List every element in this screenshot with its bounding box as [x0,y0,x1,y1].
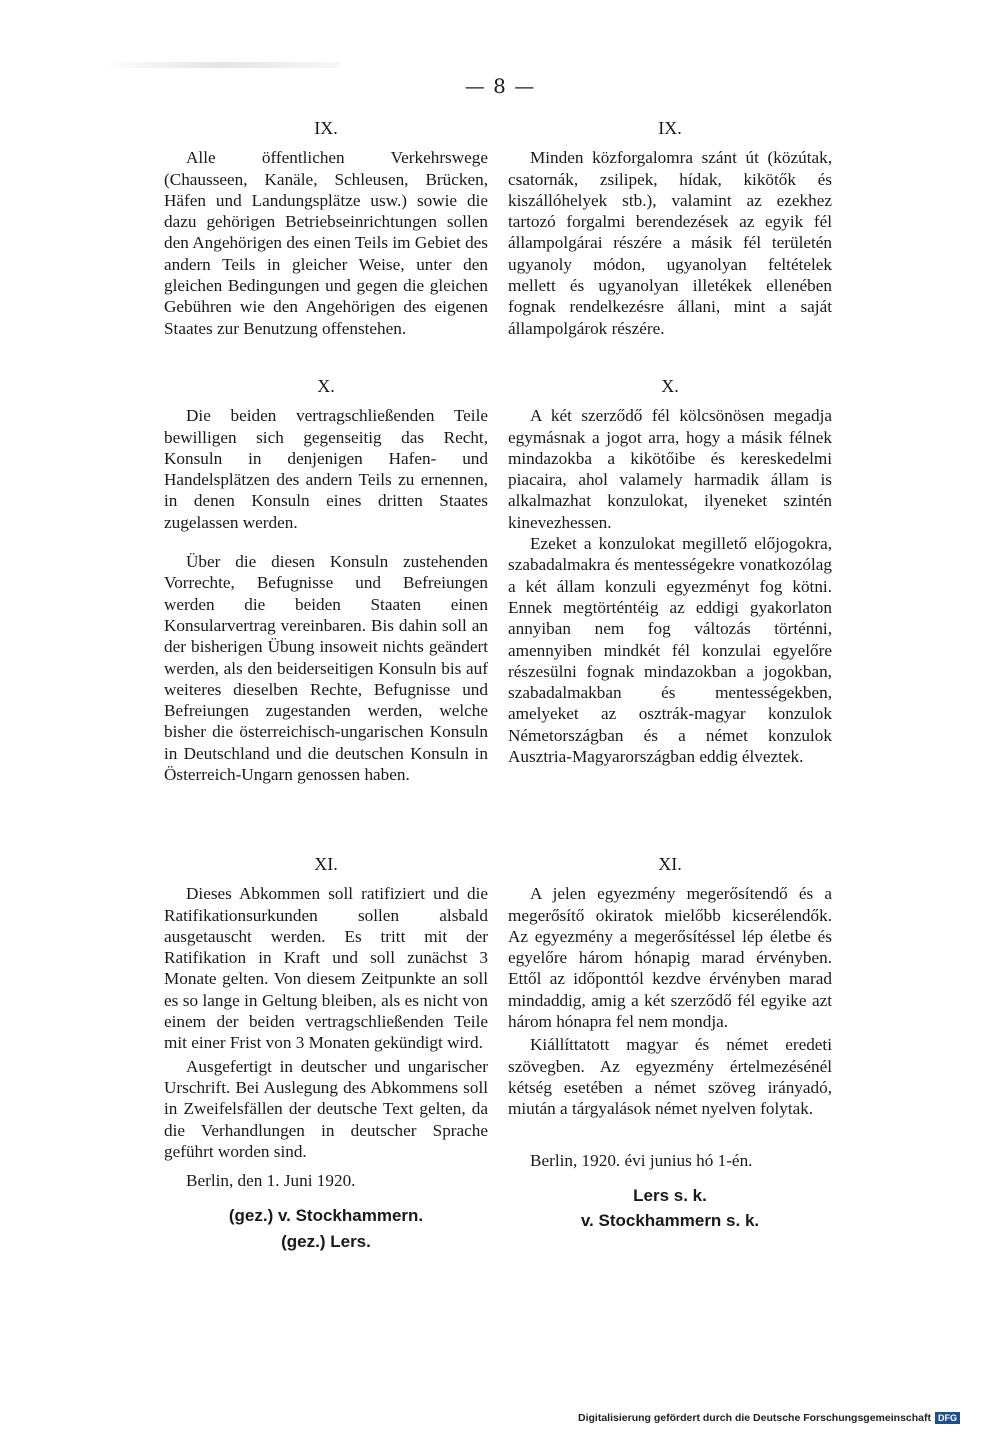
section-heading: XI. [658,854,682,874]
hungarian-section-ix [508,118,832,339]
dfg-logo-icon: DFG [935,1412,960,1424]
section-heading: X. [661,376,679,396]
paragraph: Minden közforgalomra szánt út (közútak, csatornák, zsilipek, hídak, kikötők és kiszállóhelyek stb.), valamint az ezekhez tartozó forgalmi berendezések az egyik fél állampolgárai részére a másik fél területén ugyanoly módon, ugyanolyan feltételek mellett és ugyanolyan illetékek ellenében fognak rendelkezésre állani, mint a saját állampolgárok részére. [508,148,832,338]
paragraph: Dieses Abkommen soll ratifiziert und die Ratifikationsurkunden sollen alsbald ausgetauscht werden. Es tritt mit der Ratifikation in Kraft und soll zunächst 3 Monate gelten. Von diesem Zeitpunkte an soll es so lange in Geltung bleiben, als es nicht von einem der beiden vertragschließenden Teile mit einer Frist von 3 Monaten gekündigt wird. [164,884,488,1053]
paragraph: Ezeket a konzulokat megillető előjogokra, szabadalmakra és mentességekre vonatkozólag a két állam konzuli egyezményt fog kötni. Ennek megtörténtéig az eddigi gyakorlaton annyiban nem fog változás történni, amennyiben mindkét fél konzulai egyelőre részesülni fognak mindazokban a jogokban, szabadalmakban és mentességekben, amelyeket az osztrák-magyar konzulok Németországban és a német konzulok Ausztria-Magyarországban eddig élveztek. [508,534,832,767]
paragraph: A két szerződő fél kölcsönösen megadja egymásnak a jogot arra, hogy a másik félnek mindazokba a kikötőibe és kereskedelmi piacaira, ahol valamely harmadik állam is alkalmazhat konzulokat, ilyeneket szintén kinevezhessen. [508,406,832,532]
signature: (gez.) Lers. [281,1231,371,1251]
german-section-ix [164,118,488,339]
paragraph: Ausgefertigt in deutscher und ungarischer Urschrift. Bei Auslegung des Abkommens soll in Zweifelsfällen der deutsche Text gelten, da die Verhandlungen in deutscher Sprache geführt worden sind. [164,1056,488,1161]
section-heading: IX. [314,118,338,138]
place-date: Berlin, 1920. évi junius hó 1-én. [530,1150,753,1170]
german-section-x [164,376,488,785]
paragraph: Alle öffentlichen Verkehrswege (Chausseen, Kanäle, Schleusen, Brücken, Häfen und Landungsplätze usw.) sowie die dazu gehörigen Betriebseinrichtungen sollen den Angehörigen des einen Teils im Gebiet des andern Teils in gleicher Weise, unter den gleichen Bedingungen und gegen die gleichen Gebühren wie den Angehörigen des eigenen Staates zur Benutzung offenstehen. [164,148,488,338]
section-heading: XI. [314,854,338,874]
hungarian-section-x [508,376,832,767]
signature: Lers s. k. [633,1185,707,1205]
signature: (gez.) v. Stockhammern. [228,1206,424,1226]
signature: v. Stockhammern s. k. [580,1211,760,1231]
place-date: Berlin, den 1. Juni 1920. [186,1171,356,1191]
digitization-credit [578,1412,960,1424]
page-number: — 8 — [464,74,536,98]
paragraph: Kiállíttatott magyar és német eredeti szövegben. Az egyezmény értelmezésénél kétség esetében a német szöveg irányadó, miután a tárgyalások német nyelven folytak. [508,1035,832,1119]
section-heading: X. [317,376,335,396]
paragraph: Die beiden vertragschließenden Teile bewilligen sich gegenseitig das Recht, Konsuln in denjenigen Hafen- und Handelsplätzen des andern Teils zu ernennen, in denen Konsuln eines dritten Staates zugelassen werden. [164,406,488,532]
paragraph: Über die diesen Konsuln zustehenden Vorrechte, Befugnisse und Befreiungen werden die beiden Staaten einen Konsularvertrag vereinbaren. Bis dahin soll an der bisherigen Übung insoweit nichts geändert werden, als den beiderseitigen Konsuln bis auf weiteres dieselben Rechte, Befugnisse und Befreiungen zugestanden werden, welche bisher die österreichisch-ungarischen Konsuln in Deutschland und die deutschen Konsuln in Österreich-Ungarn genossen haben. [164,552,488,785]
credit-text: Digitalisierung gefördert durch die Deutsche Forschungsgemeinschaft [578,1412,931,1424]
section-heading: IX. [658,118,682,138]
hungarian-section-xi [508,854,832,1231]
german-section-xi [164,854,488,1252]
paragraph: A jelen egyezmény megerősítendő és a megerősítő okiratok mielőbb kicserélendők. Az egyezmény a megerősítéssel lép életbe és egyelőre három hónapig marad érvényben. Ettől az időponttól kezdve érvényben marad mindaddig, amig a két szerződő fél egyike azt három hónapra fel nem mondja. [508,884,832,1032]
scan-smudge [100,62,340,68]
